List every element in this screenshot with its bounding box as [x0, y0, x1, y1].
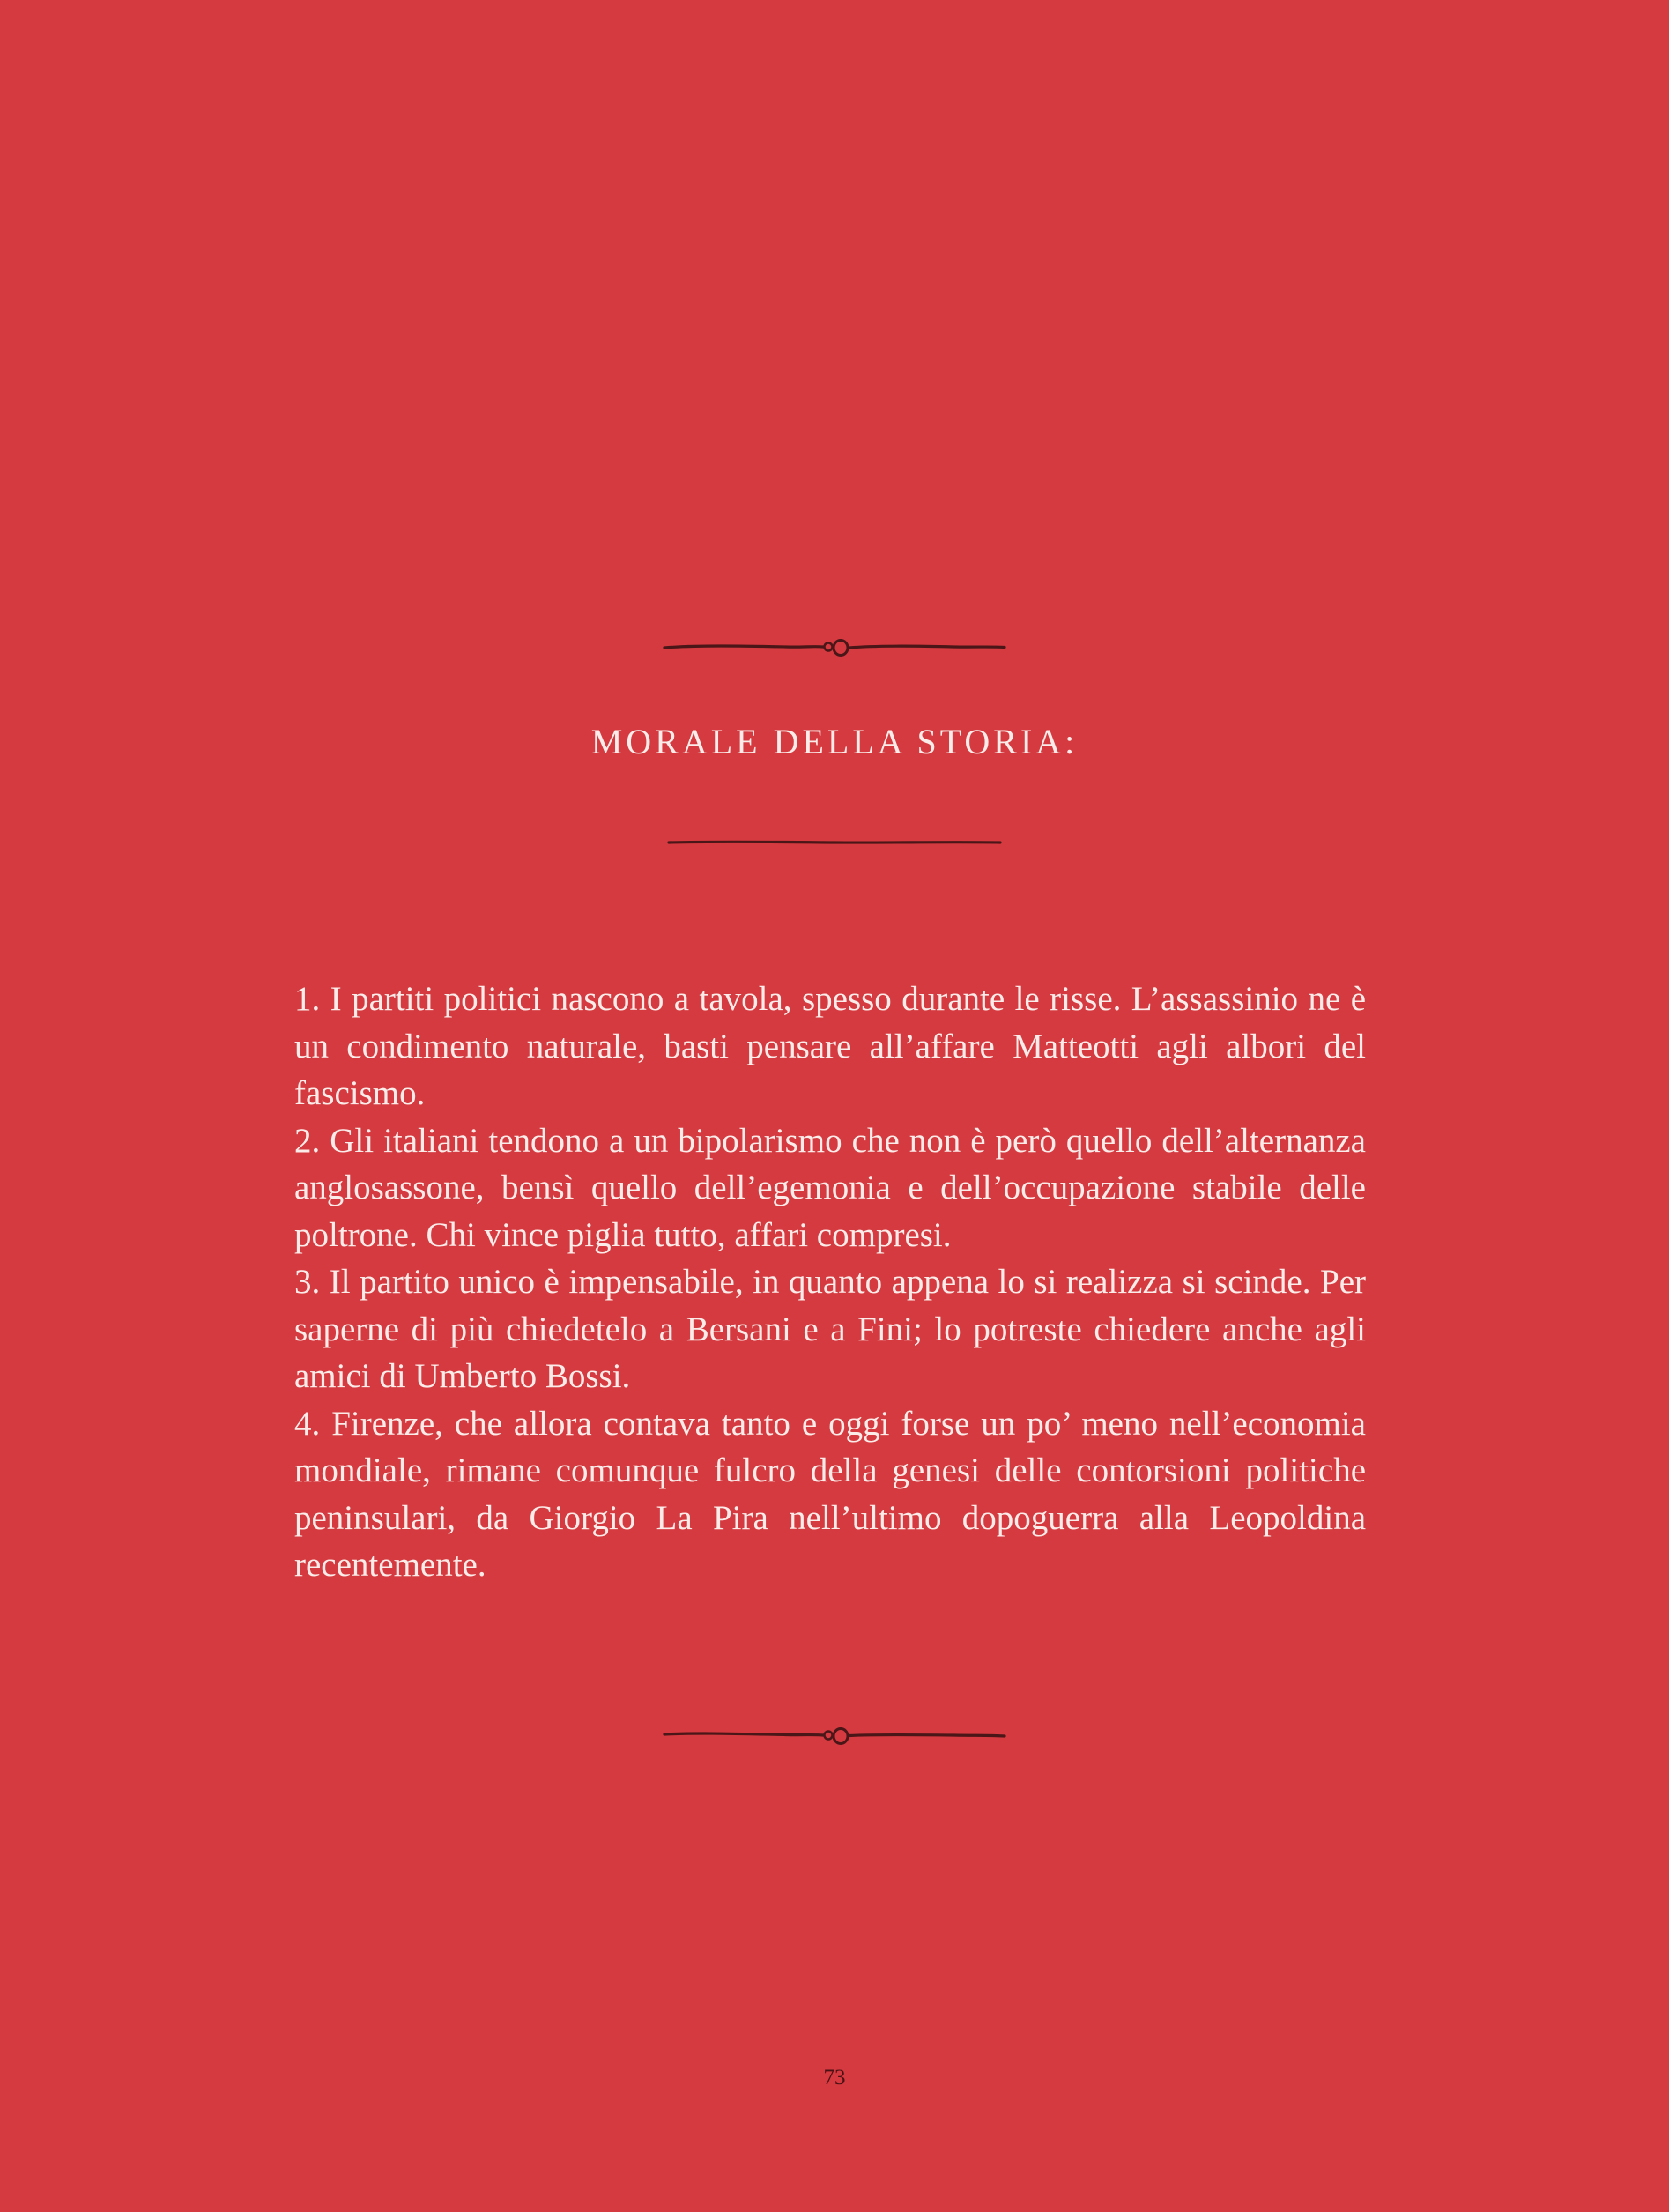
morals-list	[294, 976, 1366, 1589]
moral-paragraph-2: 2. Gli italiani tendono a un bipolarismo che non è però quello dell’alternanza anglosassone, bensì quello dell’egemonia e dell’occupazione stabile delle poltrone. Chi vince piglia tutto, affari compresi.	[294, 1121, 1366, 1254]
top-flourish-ornament-icon	[0, 633, 1669, 659]
moral-paragraph-3: 3. Il partito unico è impensabile, in quanto appena lo si realizza si scinde. Per saperne di più chiedetelo a Bersani e a Fini; lo potreste chiedere anche agli amici di Umberto Bossi.	[294, 1263, 1366, 1395]
page-heading: MORALE DELLA STORIA:	[590, 722, 1079, 761]
page-number: 73	[823, 2066, 846, 2090]
moral-paragraph-1: 1. I partiti politici nascono a tavola, spesso durante le risse. L’assassinio ne è un condimento naturale, basti pensare all’affare Matteotti agli albori del fascismo.	[294, 980, 1366, 1112]
middle-rule-line-icon	[0, 837, 1669, 848]
bottom-flourish-ornament-icon	[0, 1721, 1669, 1748]
moral-paragraph-4: 4. Firenze, che allora contava tanto e oggi forse un po’ meno nell’economia mondiale, rimane comunque fulcro della genesi delle contorsioni politiche peninsulari, da Giorgio La Pira nell’ultimo dopoguerra alla Leopoldina recentemente.	[294, 1404, 1366, 1584]
